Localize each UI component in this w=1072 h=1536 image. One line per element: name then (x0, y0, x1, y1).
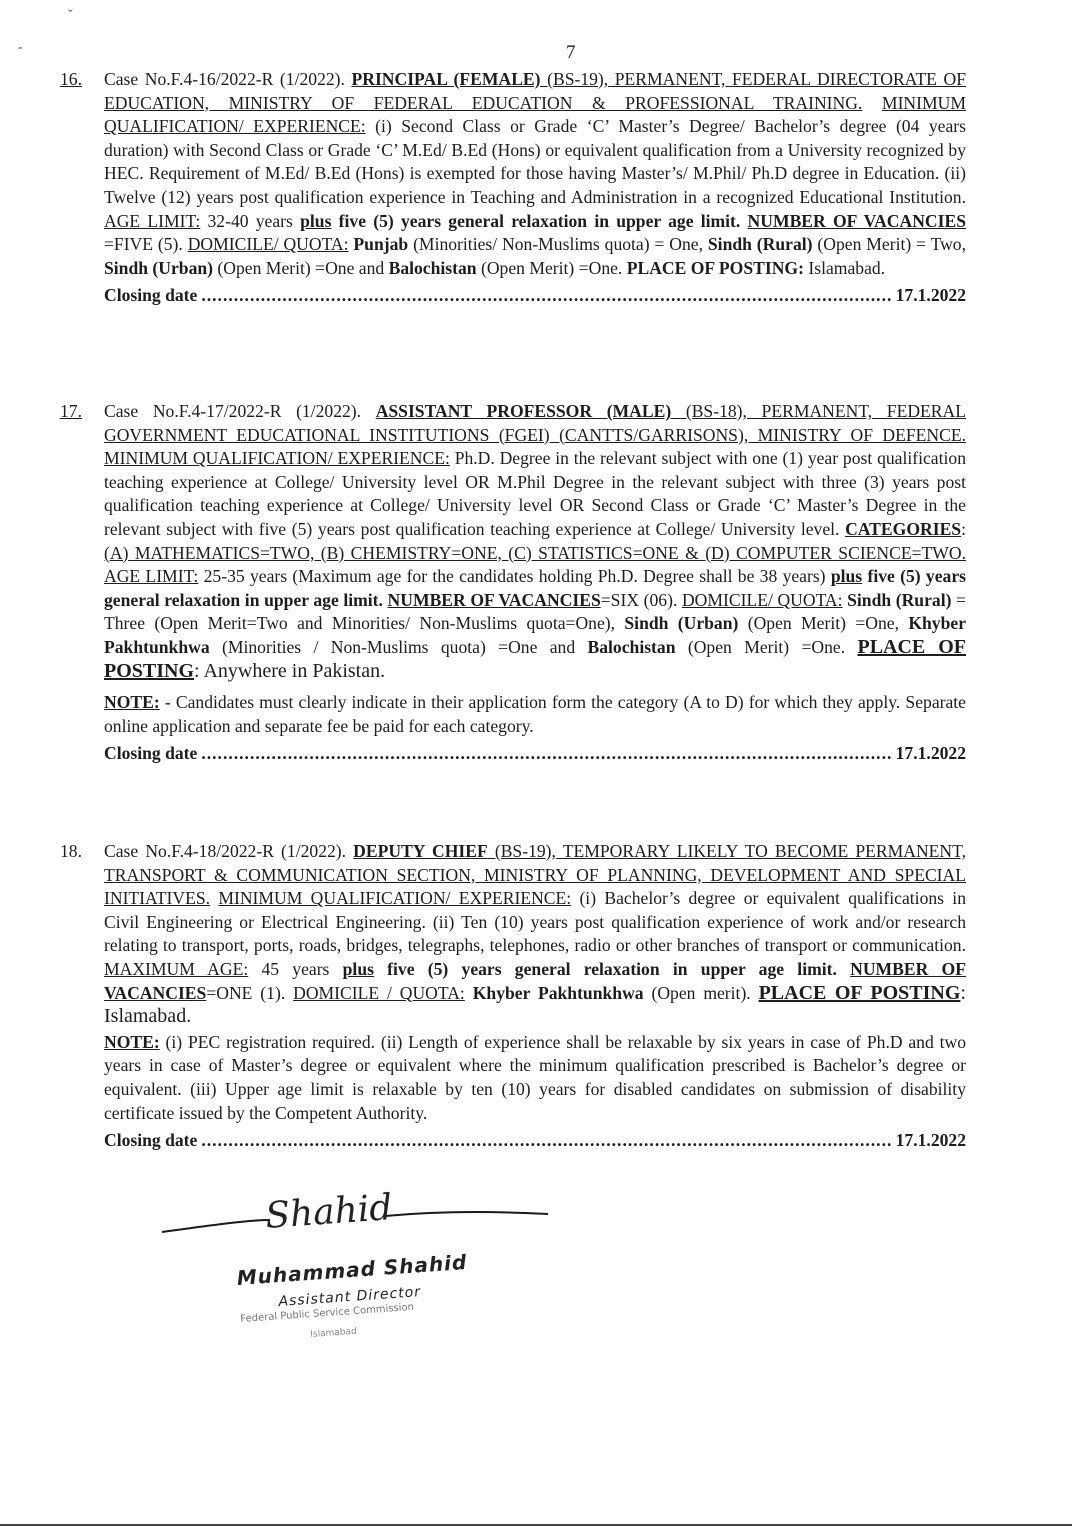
closing-date-value: 17.1.2022 (895, 743, 966, 764)
text-run: Sindh (Rural) (847, 589, 952, 610)
text-run: CATEGORIES (845, 518, 962, 539)
case-17 (60, 400, 966, 766)
case-note (104, 691, 966, 738)
signatory-organization: Federal Public Service Commission (240, 1301, 415, 1325)
case-number: 17. (60, 401, 82, 421)
signature-scribble: Shahid (264, 1187, 394, 1237)
closing-date-row (104, 284, 966, 308)
text-run: Islamabad. (803, 257, 886, 278)
text-run: = Three (Open Merit=Two and Minorities/ Non-Muslims quota=One), (104, 589, 966, 634)
closing-date-label: Closing date (104, 743, 198, 764)
text-run: =SIX (06). (600, 589, 682, 610)
text-run: Case No.F.4-18/2022-R (1/2022). (104, 841, 354, 861)
closing-date-label: Closing date (104, 285, 198, 306)
case-text (104, 400, 966, 683)
text-run: DOMICILE/ QUOTA: (681, 589, 843, 610)
text-run: DEPUTY CHIEF (353, 841, 488, 861)
text-run: Khyber Pakhtunkhwa (472, 982, 644, 1003)
closing-date-label: Closing date (104, 1130, 198, 1151)
text-run: - Candidates must clearly indicate in their application form the category (A to D) for which they apply. Separate online application and separate fee be paid for each category. (104, 692, 966, 736)
text-run: plus (342, 958, 374, 979)
text-run: NOTE: (104, 1031, 160, 1052)
text-run: Balochistan (587, 636, 676, 657)
text-run (465, 983, 473, 1003)
case-18 (60, 840, 966, 1153)
text-run: five (5) years general relaxation in upper age limit. (373, 958, 851, 979)
page-number: 7 (566, 42, 576, 63)
closing-date-value: 17.1.2022 (895, 1130, 966, 1151)
text-run: =FIVE (5). (104, 234, 188, 255)
text-run: PLACE OF POSTING (104, 635, 966, 682)
text-run: plus (300, 210, 332, 231)
text-run: (Minorities / Non-Muslims quota) =One and (209, 636, 588, 657)
text-run: (Open Merit) =One. (675, 636, 858, 657)
text-run: (i) Bachelor’s degree or equivalent qualifications in Civil Engineering or Electrical Engineering. (ii) Ten (10) years post qualification experience of work and/or research relating to transport, ports, roads, bridges, telegraphs, telephones, radio or other branches of transport or communication. (104, 888, 966, 956)
text-run: NUMBER OF VACANCIES (104, 958, 966, 1003)
text-run: Balochistan (388, 257, 477, 278)
signature-block (160, 1180, 580, 1360)
text-run: : (961, 518, 966, 539)
text-run: MINIMUM QUALIFICATION/ EXPERIENCE: (104, 448, 450, 469)
text-run: 45 years (248, 958, 343, 979)
text-run: (BS-19), TEMPORARY LIKELY TO BECOME PERMANENT, TRANSPORT & COMMUNICATION SECTION, MINISTRY OF PLANNING, DEVELOPMENT AND SPECIAL INITIATIVES. (104, 841, 966, 909)
text-run: : Anywhere in Pakistan. (194, 659, 386, 682)
text-run: DOMICILE/ QUOTA: (187, 234, 349, 255)
text-run: PLACE OF POSTING (758, 981, 961, 1004)
text-run: (BS-19), PERMANENT, FEDERAL DIRECTORATE OF EDUCATION, MINISTRY OF FEDERAL EDUCATION & PROFESSIONAL TRAINING. (104, 69, 966, 113)
case-text (104, 68, 966, 280)
case-number: 18. (60, 841, 82, 861)
text-run: 25-35 years (Maximum age for the candidates holding Ph.D. Degree shall be 38 years) (198, 566, 831, 587)
text-run: Khyber Pakhtunkhwa (104, 613, 966, 657)
case-text (104, 840, 966, 1029)
page-bottom-rule (0, 1524, 1072, 1526)
text-run: (Open Merit) =One. (476, 257, 627, 278)
text-run: (Open Merit) =One and (213, 257, 389, 278)
leader-dots (201, 1129, 891, 1153)
signatory-city: Islamabad (310, 1326, 358, 1340)
text-run: : Islamabad. (104, 981, 966, 1028)
closing-date-row (104, 742, 966, 766)
text-run: (Open Merit) =One, (738, 613, 909, 634)
text-run: MAXIMUM AGE: (104, 958, 249, 979)
text-run: plus (830, 566, 863, 587)
text-run: MINIMUM QUALIFICATION/ EXPERIENCE: (104, 92, 966, 137)
scan-mark: ˇ (68, 8, 73, 23)
text-run: Case No.F.4-17/2022-R (1/2022). (104, 401, 376, 421)
text-run: AGE LIMIT: (104, 566, 199, 587)
text-run: 32-40 years (200, 210, 301, 231)
leader-dots (201, 284, 891, 308)
text-run: Sindh (Rural) (707, 234, 813, 255)
text-run: (BS-18), PERMANENT, FEDERAL GOVERNMENT EDUCATIONAL INSTITUTIONS (FGEI) (CANTTS/GARRISONS), MINISTRY OF DEFENCE. (104, 401, 966, 445)
text-run: Punjab (353, 234, 409, 255)
text-run: (A) MATHEMATICS=TWO, (B) CHEMISTRY=ONE, (C) STATISTICS=ONE & (D) COMPUTER SCIENCE=TWO. (104, 542, 966, 563)
text-run: (Open merit). (643, 982, 759, 1003)
text-run: Case No.F.4-16/2022-R (1/2022). (104, 69, 352, 89)
text-run: PRINCIPAL (FEMALE) (351, 69, 541, 89)
text-run: (i) PEC registration required. (ii) Length of experience shall be relaxable by six years in case of Ph.D and two years in case of Master’s degree or equivalent where the minimum qualification prescribed is Bachelor’s degree or equivalent. (iii) Upper age limit is relaxable by ten (10) years for disabled candidates on submission of disability certificate issued by the Competent Authority. (104, 1031, 966, 1123)
text-run: AGE LIMIT: (104, 210, 201, 231)
text-run: MINIMUM QUALIFICATION/ EXPERIENCE: (218, 888, 572, 909)
closing-date-value: 17.1.2022 (895, 285, 966, 306)
closing-date-row (104, 1129, 966, 1153)
text-run: five (5) years general relaxation in upper age limit. (104, 566, 966, 610)
case-16 (60, 68, 966, 308)
text-run: five (5) years general relaxation in upper age limit. (331, 210, 748, 231)
signatory-name: Muhammad Shahid (236, 1249, 469, 1290)
text-run: NUMBER OF VACANCIES (387, 589, 601, 610)
text-run: =ONE (1). (206, 982, 294, 1003)
case-number: 16. (60, 69, 82, 89)
case-note (104, 1031, 966, 1125)
text-run: NOTE: (104, 692, 160, 713)
scan-mark: - (18, 40, 23, 55)
text-run: (Open Merit) = Two, (812, 234, 966, 255)
text-run: Ph.D. Degree in the relevant subject with one (1) year post qualification teaching experience at College/ University level OR M.Phil Degree in the relevant subject with three (3) years post qualification teaching experience at College/ University level OR Second Class or Grade ‘C’ Master’s Degree in the relevant subject with five (5) years post qualification teaching experience at College/ University level. (104, 448, 966, 539)
text-run: DOMICILE / QUOTA: (293, 982, 465, 1003)
text-run: (i) Second Class or Grade ‘C’ Master’s Degree/ Bachelor’s degree (04 years duration) with Second Class or Grade ‘C’ M.Ed/ B.Ed (Hons) or equivalent qualification from a University recognized by HEC. Requirement of M.Ed/ B.Ed (Hons) is exempted for those having Master’s/ M.Phil/ Ph.D degree in Education. (ii) Twelve (12) years post qualification experience in Teaching and Administration in a recognized Educational Institution. (104, 116, 967, 207)
text-run (862, 93, 882, 113)
text-run: PLACE OF POSTING: (626, 257, 804, 278)
signatory-designation: Assistant Director (278, 1284, 422, 1310)
text-run: Sindh (Urban) (104, 257, 214, 278)
leader-dots (201, 742, 891, 766)
text-run: Sindh (Urban) (624, 613, 739, 634)
text-run: ASSISTANT PROFESSOR (MALE) (375, 401, 672, 421)
text-run: NUMBER OF VACANCIES (747, 210, 966, 231)
text-run: (Minorities/ Non-Muslims quota) = One, (408, 234, 708, 255)
